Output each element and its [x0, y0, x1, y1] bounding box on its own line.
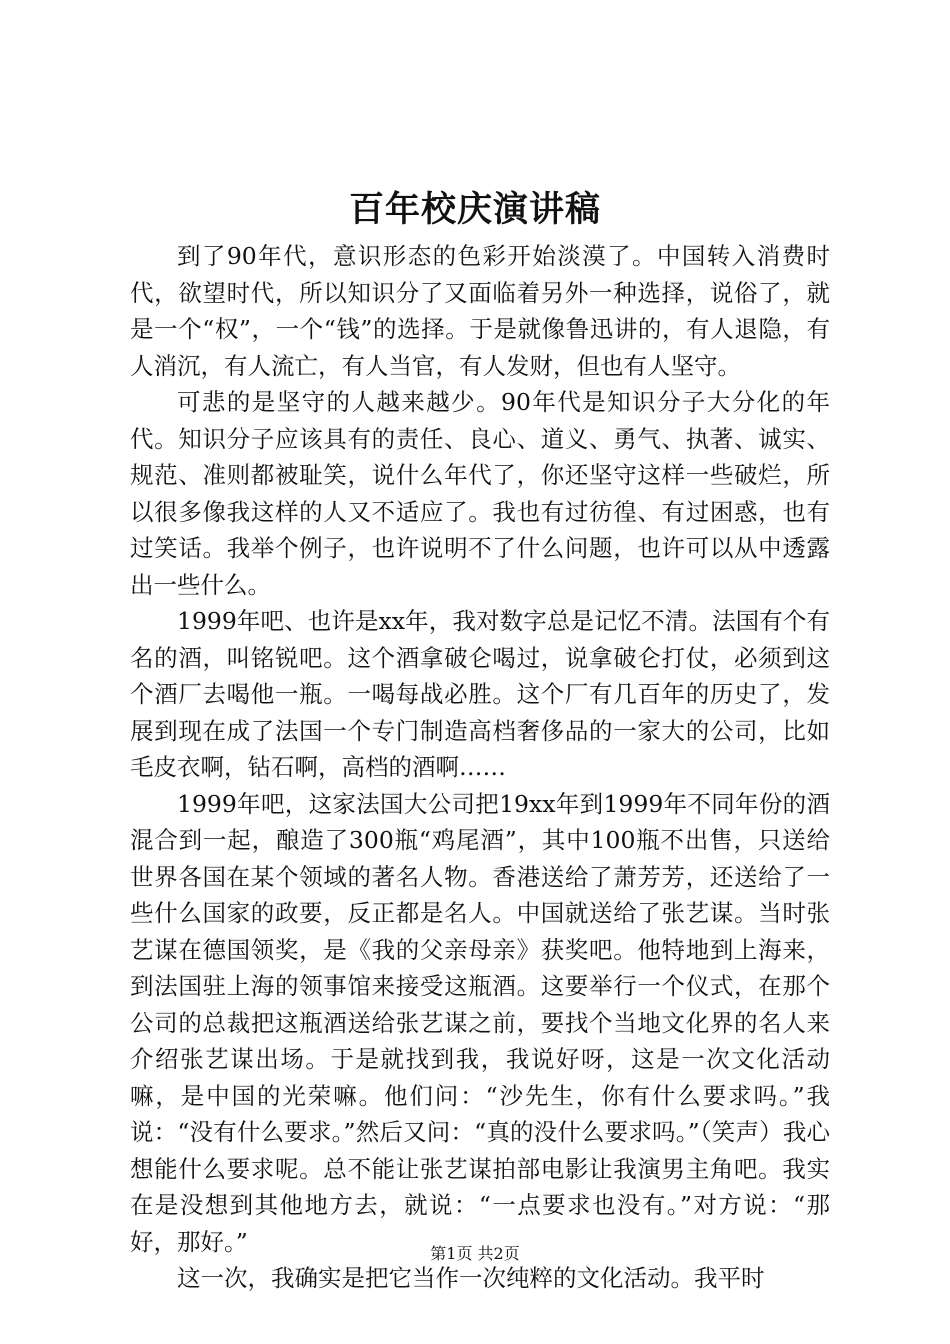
document-title: 百年校庆演讲稿: [348, 189, 601, 230]
paragraph: 1999年吧，这家法国大公司把19xx年到1999年不同年份的酒混合到一起，酿造了300瓶“鸡尾酒”，其中100瓶不出售，只送给世界各国在某个领域的著名人物。香港送给了萧芳芳，还送给了一些什么国家的政要，反正都是名人。中国就送给了张艺谋。当时张艺谋在德国领奖，是《我的父亲母亲》获奖吧。他特地到上海来，到法国驻上海的领事馆来接受这瓶酒。这要举行一个仪式，在那个公司的总裁把这瓶酒送给张艺谋之前，要找个当地文化界的名人来介绍张艺谋出场。于是就找到我，我说好呀，这是一次文化活动嘛，是中国的光荣嘛。他们问：“沙先生，你有什么要求吗。”我说：“没有什么要求。”然后又问：“真的没什么要求吗。”（笑声）我心想能什么要求呢。总不能让张艺谋拍部电影让我演男主角吧。我实在是没想到其他地方去，就说：“一点要求也没有。”对方说：“那好，那好。”: [130, 789, 830, 1256]
paragraph: 到了90年代，意识形态的色彩开始淡漠了。中国转入消费时代，欲望时代，所以知识分了又面临着另外一种选择，说俗了，就是一个“权”，一个“钱”的选择。于是就像鲁迅讲的，有人退隐，有人消沉，有人流亡，有人当官，有人发财，但也有人坚守。: [130, 242, 830, 380]
page-number-footer: 第1页 共2页: [430, 1244, 520, 1263]
paragraph: 这一次，我确实是把它当作一次纯粹的文化活动。我平时: [177, 1264, 765, 1292]
paragraph: 可悲的是坚守的人越来越少。90年代是知识分子大分化的年代。知识分子应该具有的责任、良心、道义、勇气、执著、诚实、规范、准则都被耻笑，说什么年代了，你还坚守这样一些破烂，所以很多像我这样的人又不适应了。我也有过彷徨、有过困惑，也有过笑话。我举个例子，也许说明不了什么问题，也许可以从中透露出一些什么。: [130, 388, 830, 599]
paragraph: 1999年吧、也许是xx年，我对数字总是记忆不清。法国有个有名的酒，叫铭锐吧。这个酒拿破仑喝过，说拿破仑打仗，必须到这个酒厂去喝他一瓶。一喝每战必胜。这个厂有几百年的历史了，发展到现在成了法国一个专门制造高档奢侈品的一家大的公司，比如毛皮衣啊，钻石啊，高档的酒啊……: [130, 607, 830, 781]
document-body: [130, 238, 830, 1297]
